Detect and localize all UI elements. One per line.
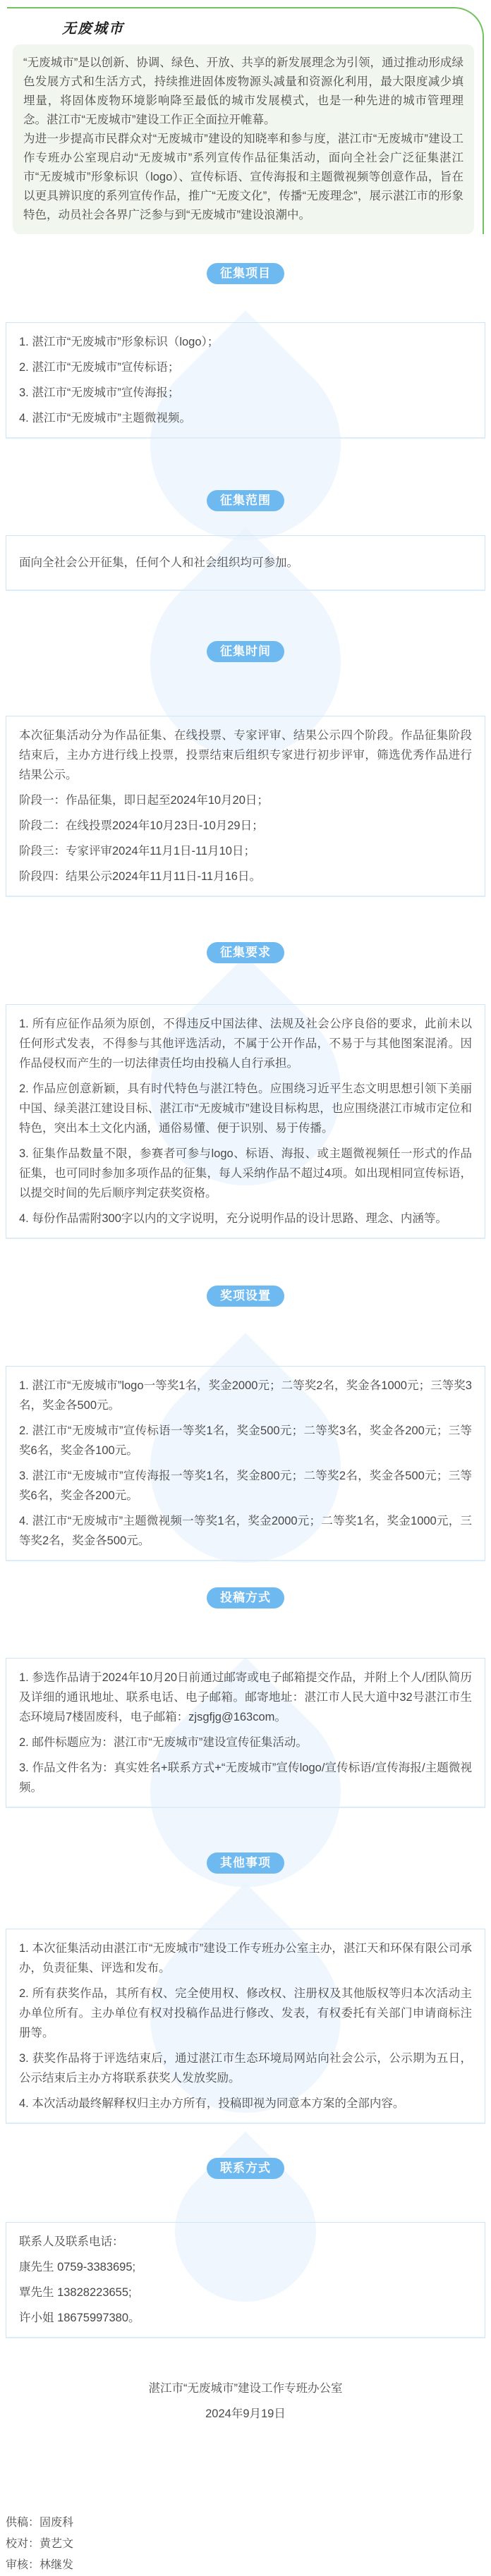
paragraph: 覃先生 13828223655; [19,2286,132,2299]
paragraph: 3. 湛江市“无废城市”宣传海报； [19,386,180,399]
intro-paragraph: 为进一步提高市民群众对“无废城市”建设的知晓率和参与度，湛江市“无废城市”建设工作专班办公室现启动“无废城市”系列宣传作品征集活动，面向全社会广泛征集湛江市“无废城市”形象标识（logo）、宣传标语、宣传海报和主题微视频等创意作品，旨在以更具辨识度的系列宣传作品，推广“无废文化”，传播“无废理念”，展示湛江市的形象特色，动员社会各界广泛参与到“无废城市”建设浪潮中。 [23,133,463,221]
section-schedule [0,641,491,897]
header-card [7,7,484,234]
paragraph: 4. 每份作品需附300字以内的文字说明，充分说明作品的设计思路、理念、内涵等。 [19,1212,447,1225]
paragraph: 阶段四：结果公示2024年11月11日-11月16日。 [19,870,261,883]
article [0,7,491,2576]
section-pill: 投稿方式 [207,1587,284,1609]
paragraph: 2. 作品应创意新颖，具有时代特色与湛江特色。应围绕习近平生态文明思想引领下美丽中国、绿美湛江建设目标、湛江市“无废城市”建设目标构思，也应围绕湛江市城市定位和特色，突出本土文化内涵，通俗易懂、便于识别、易于传播。 [19,1082,472,1135]
paragraph: 1. 参选作品请于2024年10月20日前通过邮寄或电子邮箱提交作品，并附上个人/团队简历及详细的通讯地址、联系电话、电子邮箱。邮寄地址：湛江市人民大道中32号湛江市生态环境局7楼固废科，电子邮箱：zjsgfjg@163com。 [19,1671,472,1723]
section-box [6,716,485,897]
paragraph: 联系人及联系电话： [19,2235,124,2248]
paragraph: 3. 湛江市“无废城市”宣传海报一等奖1名，奖金800元；二等奖2名，奖金各500元；三等奖6名，奖金各200元。 [19,1470,472,1502]
paragraph: 阶段一：作品征集，即日起至2024年10月20日； [19,794,269,807]
paragraph: 审核：林继发 [6,2559,74,2571]
section-pill: 奖项设置 [207,1286,284,1307]
section-awards [0,1286,491,1561]
paragraph: 3. 作品文件名为：真实姓名+联系方式+“无废城市”宣传logo/宣传标语/宣传海报/主题微视频。 [19,1762,472,1794]
paragraph: 4. 本次活动最终解释权归主办方所有，投稿即视为同意本方案的全部内容。 [19,2097,405,2110]
footer-date: 2024年9月19日 [205,2407,286,2420]
page-title: 无废城市 [62,21,124,37]
section-box [6,322,485,439]
paragraph: 1. 湛江市“无废城市”logo一等奖1名，奖金2000元；二等奖2名，奖金各1000元；三等奖3名，奖金各500元。 [19,1379,472,1412]
paragraph: 1. 湛江市“无废城市”形象标识（logo）； [19,336,219,348]
section-other-notes [0,1852,491,2124]
paragraph: 本次征集活动分为作品征集、在线投票、专家评审、结果公示四个阶段。作品征集阶段结束后，主办方进行线上投票，投票结束后组织专家进行初步评审，筛选优秀作品进行结果公示。 [19,729,472,781]
intro-paragraph: “无废城市”是以创新、协调、绿色、开放、共享的新发展理念为引领，通过推动形成绿色发展方式和生活方式，持续推进固体废物源头减量和资源化利用，最大限度减少填埋量，将固体废物环境影响降至最低的城市发展模式，也是一种先进的城市管理理念。湛江市“无废城市”建设工作正全面拉开帷幕。 [23,56,463,126]
paragraph: 4. 湛江市“无废城市”主题微视频一等奖1名，奖金2000元；二等奖1名，奖金1000元，三等奖2名，奖金各500元。 [19,1515,472,1547]
section-contact [0,2158,491,2338]
paragraph: 2. 湛江市“无废城市”宣传标语一等奖1名，奖金500元；二等奖3名，奖金各200元；三等奖6名，奖金各100元。 [19,1424,472,1457]
paragraph: 校对：黄艺文 [6,2538,74,2550]
paragraph: 2. 湛江市“无废城市”宣传标语； [19,361,180,374]
section-pill: 征集时间 [207,641,284,662]
credits-block [0,2513,491,2576]
paragraph: 康先生 0759-3383695; [19,2261,136,2273]
paragraph: 2. 邮件标题应为：湛江市“无废城市”建设宣传征集活动。 [19,1736,308,1749]
section-pill: 征集要求 [207,942,284,963]
footer-organization: 湛江市“无废城市”建设工作专班办公室 [148,2382,343,2395]
section-box [6,1366,485,1561]
paragraph: 1. 本次征集活动由湛江市“无废城市”建设工作专班办公室主办，湛江天和环保有限公司承办，负责征集、评选和发布。 [19,1942,472,1974]
section-box [6,1658,485,1808]
section-submission [0,1587,491,1808]
paragraph: 供稿：固废科 [6,2517,74,2529]
paragraph: 许小姐 18675997380。 [19,2312,140,2324]
section-scope [0,490,491,591]
paragraph: 阶段三：专家评审2024年11月1日-11月10日； [19,845,255,857]
paragraph: 3. 征集作品数量不限，参赛者可参与logo、标语、海报、或主题微视频任一形式的作品征集，也可同时参加多项作品的征集，每人采纳作品不超过4项。如出现相同宣传标语，以提交时间的先后顺序判定获奖资格。 [19,1147,472,1200]
paragraph: 4. 湛江市“无废城市”主题微视频。 [19,412,191,425]
paragraph: 面向全社会公开征集，任何个人和社会组织均可参加。 [19,556,298,569]
section-box [6,2222,485,2338]
section-box [6,1929,485,2124]
section-box [6,1004,485,1239]
section-collection-items [0,263,491,439]
section-pill: 征集项目 [207,263,284,284]
section-pill: 其他事项 [207,1852,284,1874]
paragraph: 阶段二：在线投票2024年10月23日-10月29日； [19,819,264,832]
section-box [6,535,485,591]
section-pill: 征集范围 [207,490,284,511]
section-requirements [0,942,491,1239]
section-pill: 联系方式 [207,2158,284,2179]
intro-box [13,44,474,234]
paragraph: 2. 所有获奖作品，其所有权、完全使用权、修改权、注册权及其他版权等归本次活动主办单位所有。主办单位有权对投稿作品进行修改、发表，有权委托有关部门申请商标注册等。 [19,1987,472,2039]
paragraph: 1. 所有应征作品须为原创，不得违反中国法律、法规及社会公序良俗的要求，此前未以任何形式发表，不得参与其他评选活动，不属于公开作品，不易于与其他图案混淆。因作品侵权而产生的一切法律责任均由投稿人自行承担。 [19,1018,472,1070]
paragraph: 3. 获奖作品将于评选结束后，通过湛江市生态环境局网站向社会公示，公示期为五日，公示结束后主办方将联系获奖人发放奖励。 [19,2052,472,2084]
